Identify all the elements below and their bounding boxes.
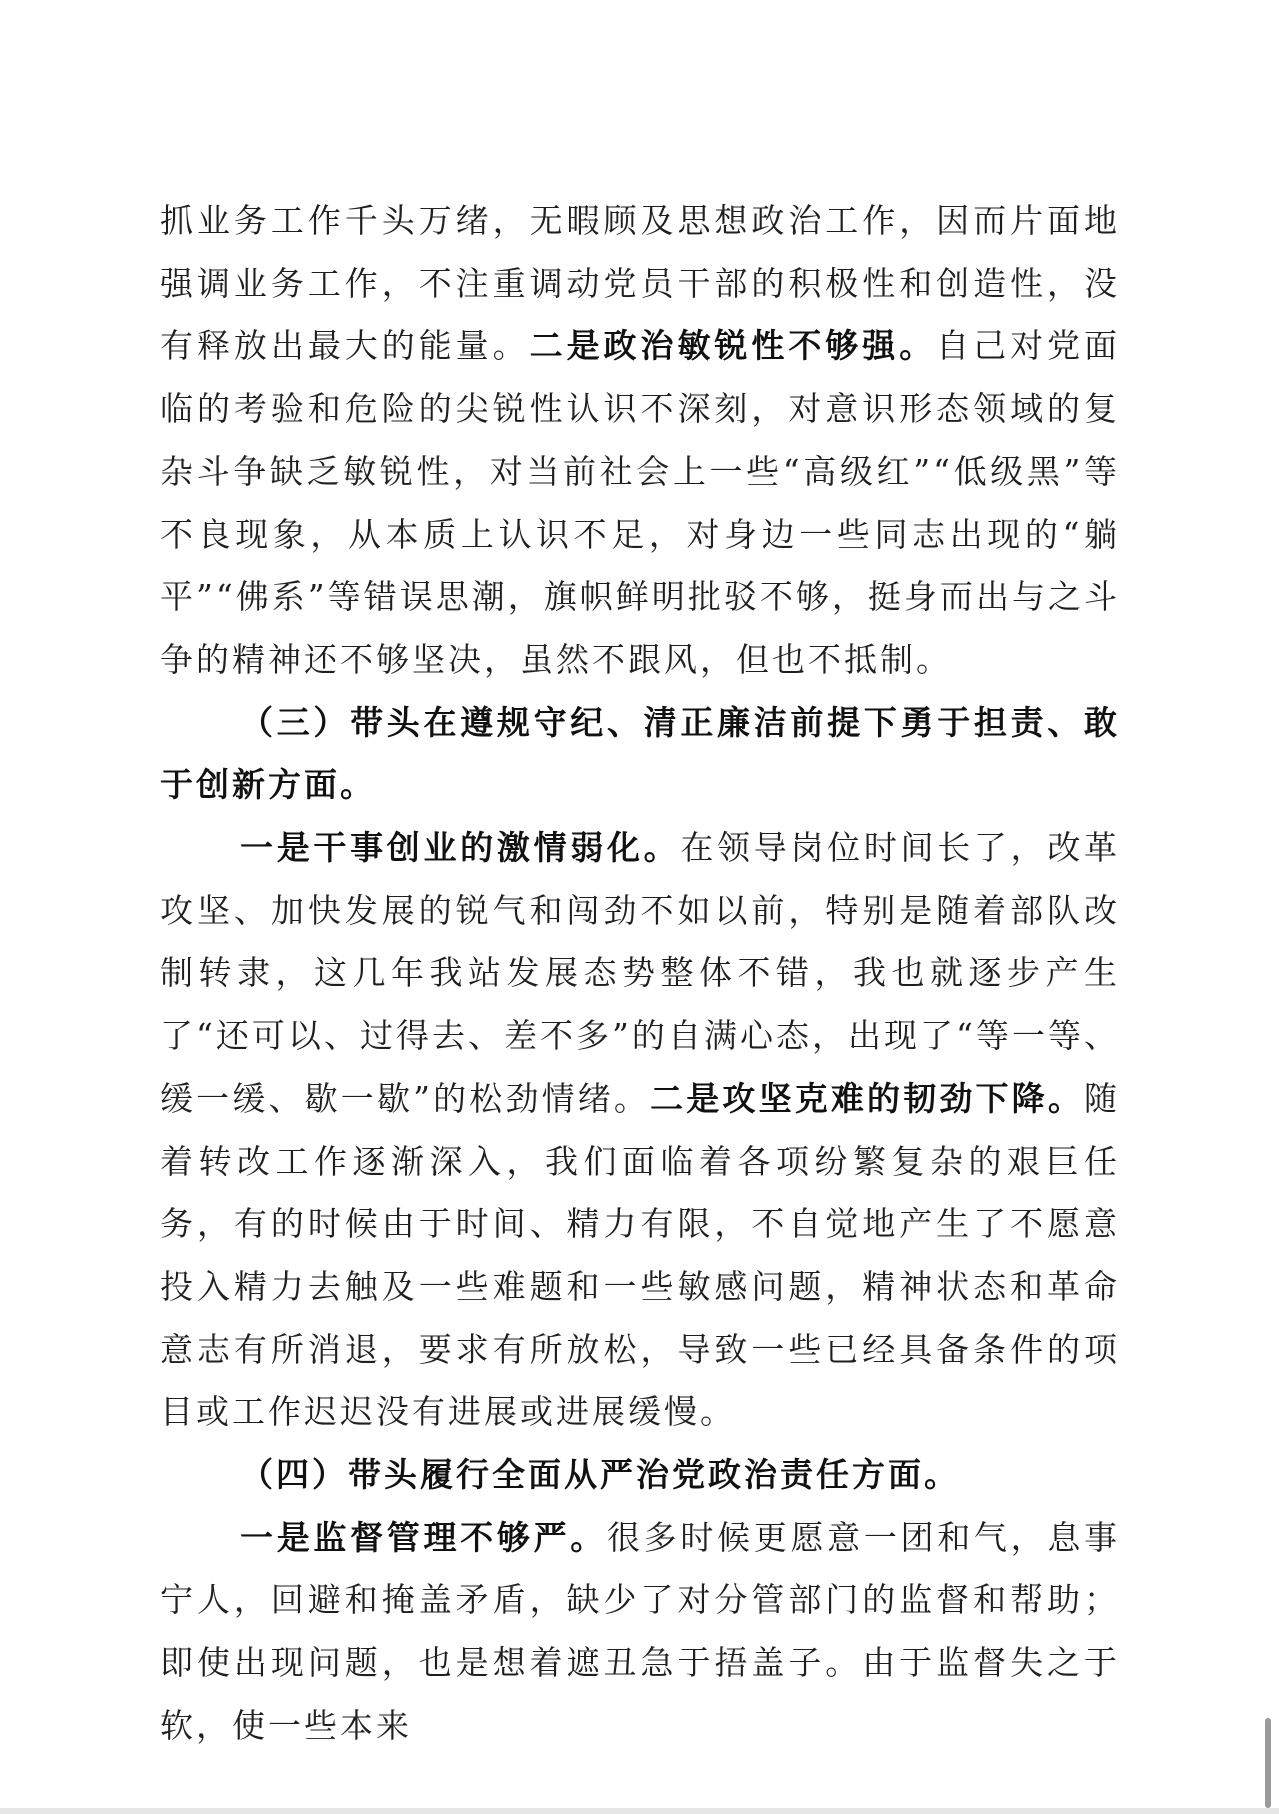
scrollbar-thumb[interactable] (1265, 1718, 1271, 1808)
bottom-edge (0, 1808, 1279, 1814)
paragraph-continued (160, 190, 1120, 692)
paragraph-text: 随着转改工作逐渐深入，我们面临着各项纷繁复杂的艰巨任务，有的时候由于时间、精力有限，不自觉地产生了不愿意投入精力去触及一些难题和一些敏感问题，精神状态和革命意志有所消退，要求有所放松，导致一些已经具备条件的项目或工作迟迟没有进展或进展缓慢。 (160, 1078, 1120, 1432)
point-heading-political-sensitivity: 二是政治敏锐性不够强。 (529, 326, 937, 366)
paragraph-text: 自己对党面临的考验和危险的尖锐性认识不深刻，对意识形态领域的复杂斗争缺乏敏锐性，对当前社会上一些“高级红”“低级黑”等不良现象，从本质上认识不足，对身边一些同志出现的“躺平”“佛系”等错误思潮，旗帜鲜明批驳不够，挺身而出与之斗争的精神还不够坚决，虽然不跟风，但也不抵制。 (160, 326, 1121, 679)
document-body (160, 190, 1120, 1758)
section-heading-4: （四）带头履行全面从严治党政治责任方面。 (240, 1455, 960, 1495)
section-heading-3: （三）带头在遵规守纪、清正廉洁前提下勇于担责、敢于创新方面。 (160, 702, 1120, 805)
paragraph-text: 很多时候更愿意一团和气，息事宁人，回避和掩盖矛盾，缺少了对分管部门的监督和帮助；即使出现问题，也是想着遮丑急于捂盖子。由于监督失之于软，使一些本来 (160, 1517, 1121, 1745)
paragraph-text: 抓业务工作千头万绪，无暇顾及思想政治工作，因而片面地强调业务工作，不注重调动党员干部的积极性和创造性，没有释放出最大的能量。 (160, 201, 1120, 366)
paragraph-text: 在领导岗位时间长了，改革攻坚、加快发展的锐气和闯劲不如以前，特别是随着部队改制转隶，这几年我站发展态势整体不错，我也就逐步产生了“还可以、过得去、差不多”的自满心态，出现了“等一等、缓一缓、歇一歇”的松劲情绪。 (160, 828, 1121, 1118)
paragraph-section-3 (160, 817, 1120, 1444)
point-heading-supervision: 一是监督管理不够严。 (240, 1517, 607, 1557)
point-heading-passion: 一是干事创业的激情弱化。 (240, 828, 681, 868)
point-heading-tenacity: 二是攻坚克难的韧劲下降。 (650, 1078, 1084, 1118)
paragraph-section-4 (160, 1507, 1120, 1758)
